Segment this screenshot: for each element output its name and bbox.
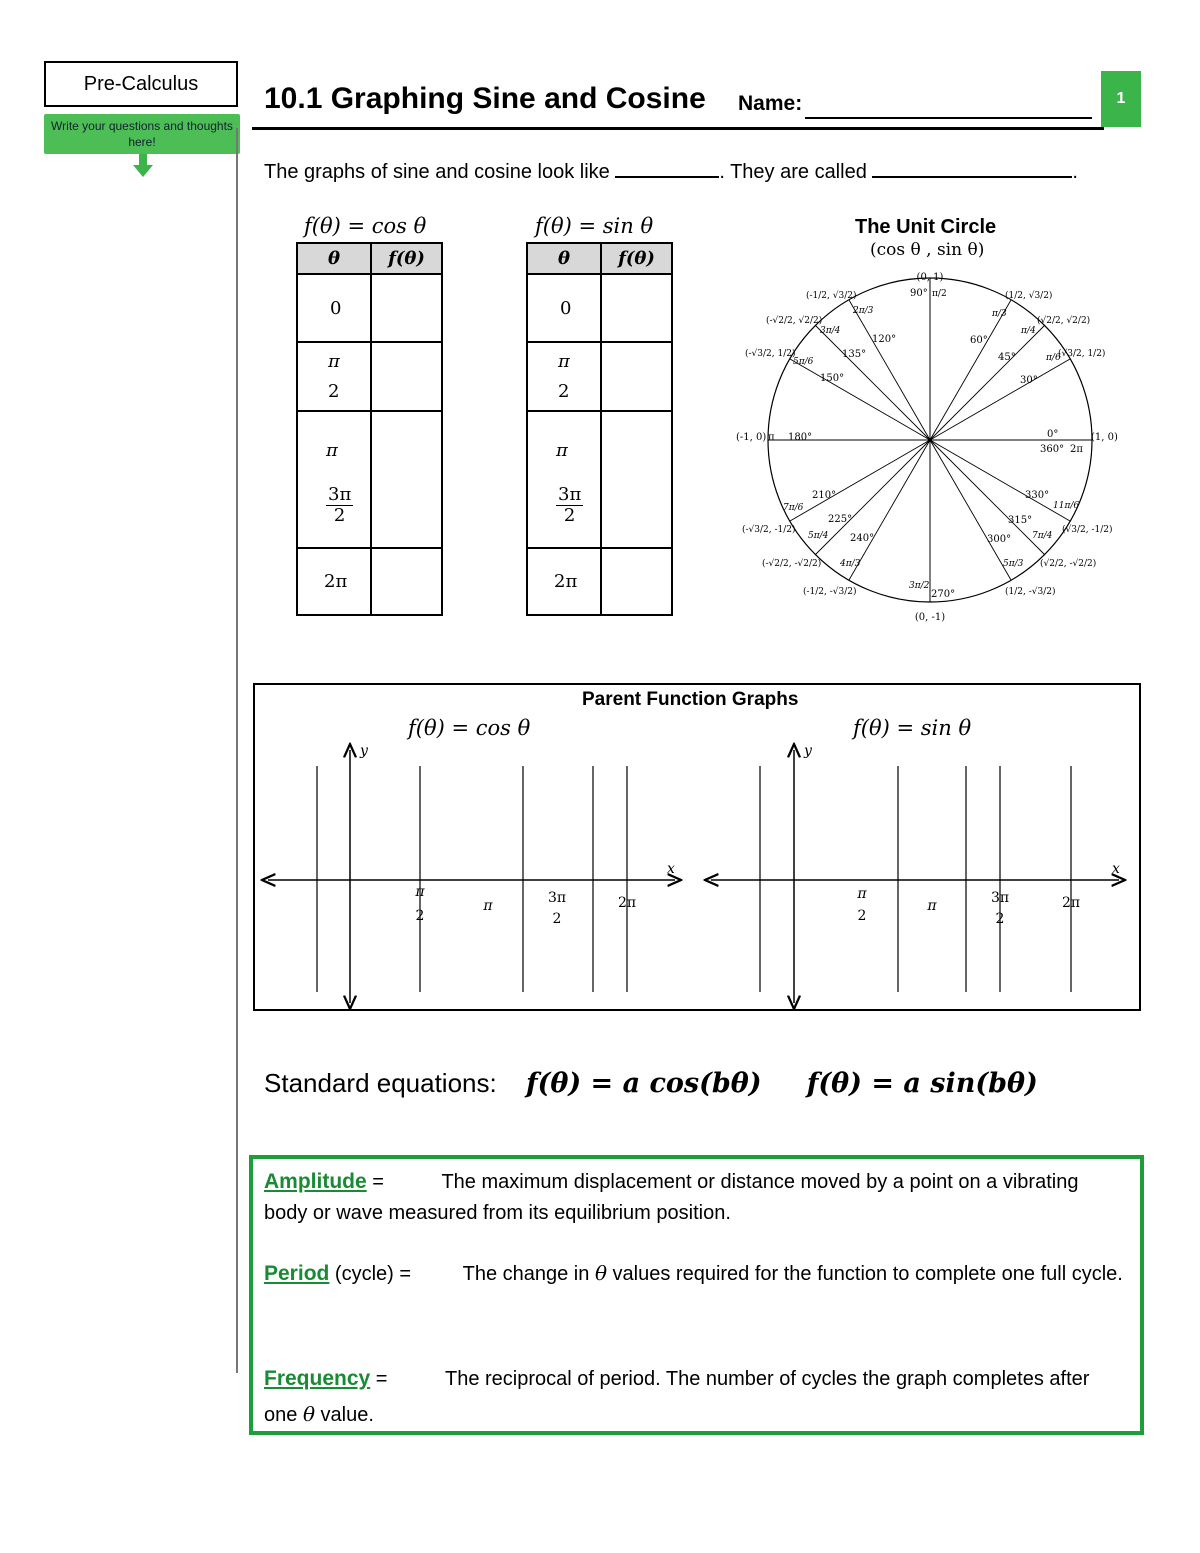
unit-circle-diagram [730, 265, 1130, 630]
unit-circle-title: The Unit Circle [855, 216, 997, 238]
y-axis-label: y [360, 743, 368, 759]
label-0deg: 0° [1047, 429, 1059, 440]
row-2pi: 2π [297, 548, 371, 615]
label-coord-30: (√3/2, 1/2) [1058, 349, 1106, 359]
label-rad-pi-6: π/6 [1046, 353, 1061, 363]
tick-3pi-2-num: 3π [547, 890, 567, 906]
label-rad-7pi-6: 7π/6 [783, 503, 804, 513]
period-term: Period [264, 1262, 330, 1285]
tick-3pi-2-den: 2 [995, 911, 1005, 927]
cos-graph [268, 743, 675, 1003]
amplitude-term: Amplitude [264, 1170, 367, 1193]
row-2pi: 2π [527, 548, 601, 615]
row-zero: 0 [527, 274, 601, 342]
label-300deg: 300° [987, 534, 1012, 545]
label-60deg: 60° [970, 335, 988, 346]
tick-pi-2-den: 2 [857, 908, 867, 924]
label-rad-pi-4: π/4 [1021, 326, 1036, 336]
label-270deg: 270° [931, 589, 956, 600]
answer-cell[interactable] [601, 548, 672, 615]
tick-3pi-2-num: 3π [990, 890, 1010, 906]
cos-standard-eq: f(θ) = a cos(bθ) [525, 1068, 762, 1099]
label-coord-120: (-1/2, √3/2) [806, 291, 857, 301]
tick-pi: π [927, 898, 937, 914]
label-rad-7pi-4: 7π/4 [1032, 531, 1053, 541]
label-rad-5pi-6: 5π/6 [793, 357, 814, 367]
label-rad-2pi-3: 2π/3 [853, 306, 874, 316]
f-header: f(θ) [371, 243, 442, 274]
label-coord-315: (√2/2, -√2/2) [1040, 559, 1097, 569]
amplitude-definition: Amplitude = The maximum displacement or distance moved by a point on a vibrating body or wave measured from its equilibrium position. [264, 1170, 1079, 1224]
tick-3pi-2-den: 2 [552, 911, 562, 927]
answer-cell[interactable] [371, 342, 442, 411]
intro-part1: The graphs of sine and cosine look like [264, 161, 610, 183]
name-label: Name: [738, 92, 803, 115]
y-axis-label: y [804, 743, 812, 759]
intro-sentence [264, 158, 1078, 184]
label-rad-pi-3: π/3 [992, 309, 1007, 319]
label-rad-3pi-2: 3π/2 [909, 581, 930, 591]
standard-label: Standard equations: [264, 1068, 497, 1098]
tick-pi-2-num: π [857, 886, 867, 902]
label-coord-225: (-√2/2, -√2/2) [762, 559, 822, 569]
name-field-line[interactable] [805, 117, 1092, 119]
standard-equations [264, 1068, 1038, 1099]
course-label: Pre-Calculus [44, 61, 238, 107]
x-axis-label: x [1112, 861, 1120, 877]
theta-header: θ [527, 243, 601, 274]
label-coord-300: (1/2, -√3/2) [1005, 587, 1056, 597]
sin-standard-eq: f(θ) = a sin(bθ) [806, 1068, 1038, 1099]
blank-look-like[interactable] [615, 158, 719, 178]
label-360deg: 360° [1040, 444, 1065, 455]
page-number-badge: 1 [1101, 71, 1141, 127]
label-rad-2pi: 2π [1070, 444, 1083, 455]
page-title: 10.1 Graphing Sine and Cosine [264, 82, 706, 115]
cos-graph-label: f(θ) = cos θ [408, 716, 531, 740]
answer-cell[interactable] [601, 411, 672, 548]
answer-cell[interactable] [371, 411, 442, 548]
label-coord-210: (-√3/2, -1/2) [742, 525, 796, 535]
label-coord-330: (√3/2, -1/2) [1062, 525, 1113, 535]
answer-cell[interactable] [371, 548, 442, 615]
cos-value-table [296, 242, 443, 616]
label-coord-60: (1/2, √3/2) [1005, 291, 1053, 301]
label-240deg: 240° [850, 533, 875, 544]
sin-value-table [526, 242, 673, 616]
label-315deg: 315° [1008, 515, 1033, 526]
label-rad-4pi-3: 4π/3 [840, 559, 861, 569]
row-pi-2: π 2 [297, 342, 371, 411]
tick-2pi: 2π [617, 895, 637, 911]
label-right-point: (1, 0) [1091, 432, 1118, 443]
label-coord-45: (√2/2, √2/2) [1037, 316, 1091, 326]
graph-axes [255, 740, 1139, 1010]
sin-table-title: f(θ) = sin θ [535, 214, 654, 238]
label-225deg: 225° [828, 514, 853, 525]
label-120deg: 120° [872, 334, 897, 345]
frequency-term: Frequency [264, 1367, 371, 1390]
blank-called[interactable] [872, 158, 1072, 178]
row-pi-3pi2: π $\frac{3\pi}{2}$ [527, 411, 601, 548]
answer-cell[interactable] [371, 274, 442, 342]
notes-prompt: Write your questions and thoughts here! [44, 114, 240, 154]
cos-table-title: f(θ) = cos θ [304, 214, 427, 238]
label-30deg: 30° [1020, 375, 1038, 386]
amplitude-text: The maximum displacement or distance moved by a point on a vibrating body or wave measured from its equilibrium position. [264, 1171, 1079, 1224]
row-pi-3pi2: π $\frac{3\pi}{2}$ [297, 411, 371, 548]
answer-cell[interactable] [601, 342, 672, 411]
frequency-definition: Frequency = The reciprocal of period. The number of cycles the graph completes after one θ value. [264, 1367, 1090, 1426]
label-180deg: 180° [788, 432, 813, 443]
label-rad-pi: π [768, 432, 775, 443]
row-pi-2: π 2 [527, 342, 601, 411]
tick-2pi: 2π [1061, 895, 1081, 911]
label-210deg: 210° [812, 490, 837, 501]
period-definition: Period (cycle) = The change in θ values required for the function to complete one full cycle. [264, 1261, 1123, 1285]
label-bottom-point: (0, -1) [914, 612, 946, 623]
theta-header: θ [297, 243, 371, 274]
title-rule [252, 127, 1104, 130]
label-left-point: (-1, 0) [736, 432, 767, 443]
sin-graph-label: f(θ) = sin θ [853, 716, 972, 740]
label-rad-pi-2: π/2 [932, 289, 947, 299]
label-rad-5pi-3: 5π/3 [1003, 559, 1024, 569]
tick-pi-2-num: π [415, 884, 425, 900]
f-header: f(θ) [601, 243, 672, 274]
intro-part3: . [1072, 161, 1078, 183]
row-zero: 0 [297, 274, 371, 342]
tick-pi: π [483, 898, 493, 914]
label-coord-135: (-√2/2, √2/2) [766, 316, 823, 326]
x-axis-label: x [667, 861, 675, 877]
unit-circle-subtitle: (cos θ , sin θ) [870, 240, 985, 260]
label-150deg: 150° [820, 373, 845, 384]
tick-pi-2-den: 2 [415, 908, 425, 924]
label-rad-5pi-4: 5π/4 [808, 531, 829, 541]
label-135deg: 135° [842, 349, 867, 360]
down-arrow-icon [131, 154, 155, 178]
notes-margin-line [236, 128, 238, 1373]
label-90deg: 90° [910, 288, 928, 299]
label-coord-150: (-√3/2, 1/2) [745, 349, 796, 359]
intro-part2: . They are called [719, 161, 867, 183]
sin-graph [711, 743, 1120, 1003]
label-rad-11pi-6: 11π/6 [1053, 501, 1080, 511]
label-45deg: 45° [998, 352, 1016, 363]
label-330deg: 330° [1025, 490, 1050, 501]
answer-cell[interactable] [601, 274, 672, 342]
label-top-point: (0, 1) [916, 272, 944, 283]
graphs-title: Parent Function Graphs [582, 689, 799, 710]
label-coord-240: (-1/2, -√3/2) [803, 587, 857, 597]
label-rad-3pi-4: 3π/4 [820, 326, 841, 336]
